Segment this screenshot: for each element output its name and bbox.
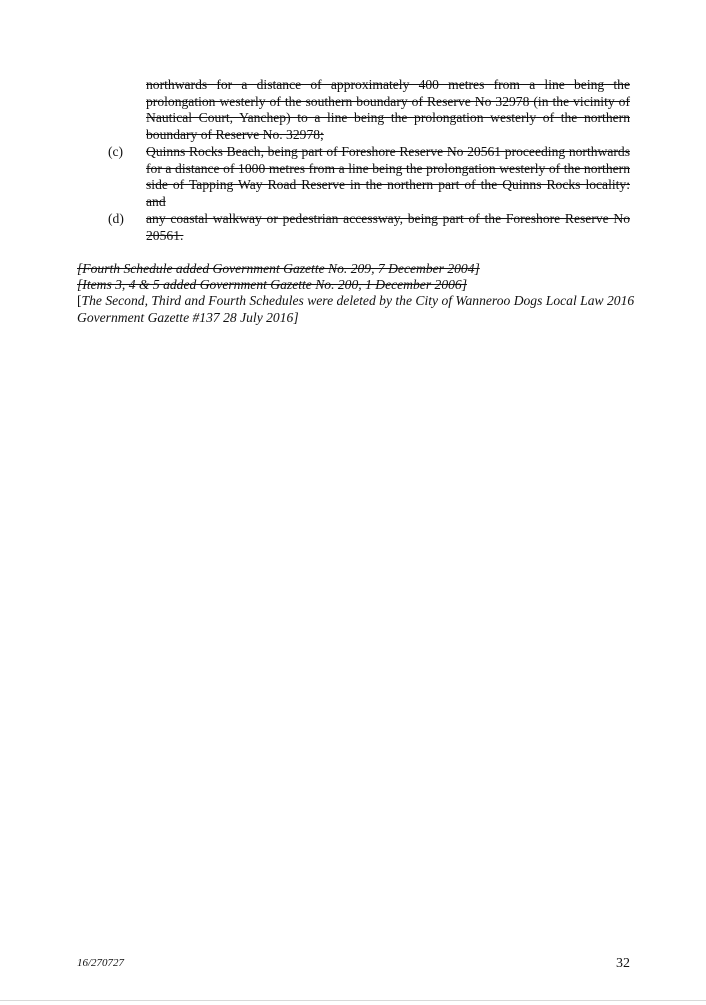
schedules-deleted-note — [77, 293, 637, 325]
deleted-note-bracket: [ — [77, 293, 82, 309]
fourth-schedule-note: [Fourth Schedule added Government Gazette No. 209, 7 December 2004] — [77, 261, 480, 276]
page-number: 32 — [616, 956, 630, 971]
amendment-notes — [77, 261, 637, 326]
items-added-note: [Items 3, 4 & 5 added Government Gazette No. 200, 1 December 2006] — [77, 277, 467, 293]
item-d-text: any coastal walkway or pedestrian accessway, being part of the Foreshore Reserve No 20561. — [146, 211, 630, 243]
document-id: 16/270727 — [77, 957, 125, 969]
page-bottom-divider — [0, 1000, 706, 1001]
item-c-text: Quinns Rocks Beach, being part of Foreshore Reserve No 20561 proceeding northwards for a distance of 1000 metres from a line being the prolongation westerly of the northern side of Tapping Way Road Reserve in the northern part of the Quinns Rocks locality: and — [146, 144, 630, 209]
continuation-paragraph: northwards for a distance of approximately 400 metres from a line being the prolongation westerly of the southern boundary of Reserve No 32978 (in the vicinity of Nautical Court, Yanchep) to a line being the prolongation westerly of the northern boundary of Reserve No. 32978; — [146, 77, 630, 142]
item-c-label: (c) — [108, 144, 124, 159]
deleted-note-text: The Second, Third and Fourth Schedules were deleted by the City of Wanneroo Dogs Local Law 2016 Government Gazette #137 28 July 2016] — [77, 293, 635, 325]
list-item-c — [108, 144, 630, 210]
list-item-d — [108, 211, 630, 244]
item-d-label: (d) — [108, 211, 124, 226]
